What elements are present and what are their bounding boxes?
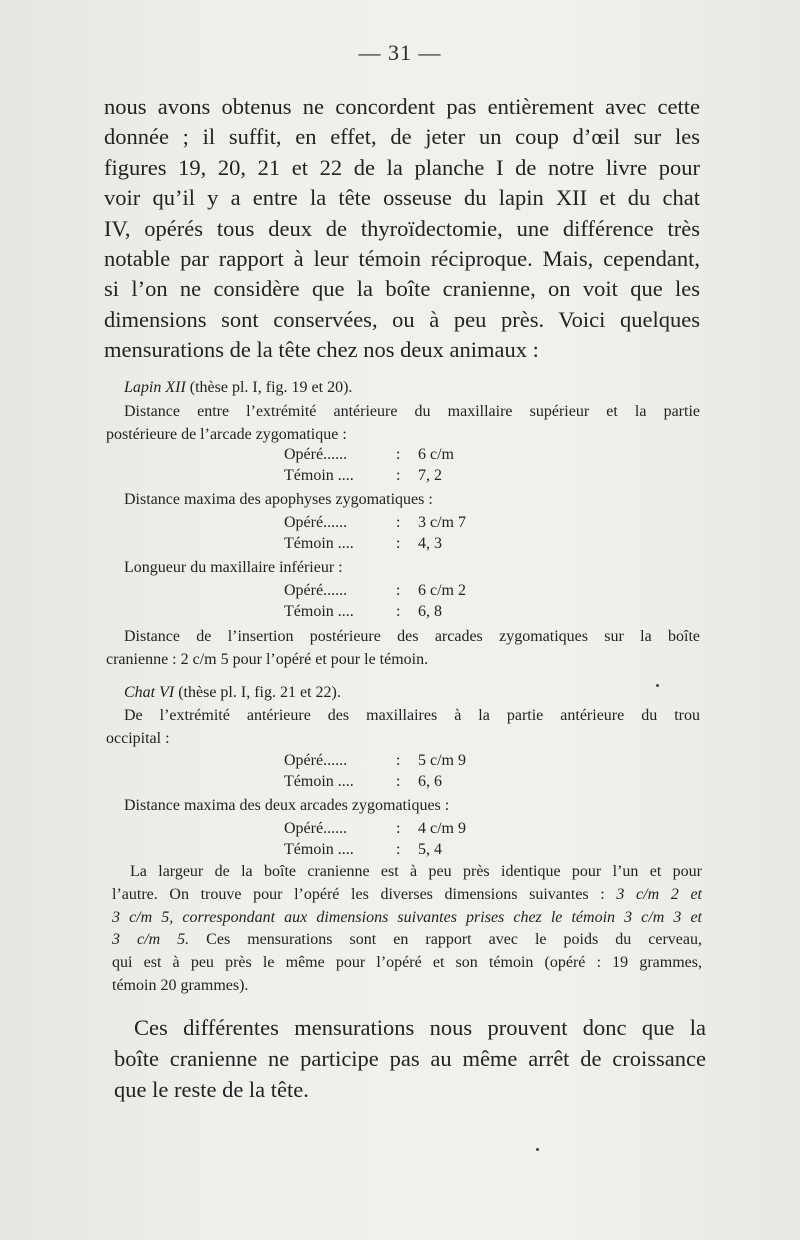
temoin-value: 7, 2 (418, 467, 442, 484)
lapin-distance-1 (106, 401, 700, 447)
text-line: mensurations de la tête chez nos deux animaux : (104, 337, 539, 363)
text-line: si l’on ne considère que la boîte cranienne, on voit que les (104, 276, 700, 302)
conclusion-paragraph: Ces différentes mensurations nous prouvent donc que la boîte cranienne ne participe pas au même arrêt de croissance que le reste de la tête. (114, 1015, 706, 1102)
text-line: donnée ; il suffit, en effet, de jeter un coup d’œil sur les (104, 124, 700, 150)
text-line: voir qu’il y a entre la tête osseuse du lapin XII et du chat (104, 185, 700, 211)
lapin-d3-measure: Opéré...... : 6 c/m 2 Témoin .... : 6, 8 (284, 582, 466, 620)
text-line: IV, opérés tous deux de thyroïdectomie, une différence très (104, 215, 700, 241)
page-number: — 31 — (358, 40, 442, 65)
text-line: dimensions sont conservées, ou à peu près. Voici quelques (104, 306, 700, 332)
text-line: Distance entre l’extrémité antérieure du maxillaire supérieur et la partie (124, 403, 700, 420)
chat-d2-measure: Opéré...... : 4 c/m 9 Témoin .... : 5, 4 (284, 820, 466, 858)
temoin-label: Témoin .... (284, 467, 354, 484)
opere-label: Opéré...... (284, 446, 348, 463)
lapin-heading (124, 377, 700, 400)
chat-ref: (thèse pl. I, fig. 21 et 22). (174, 684, 341, 701)
lapin-d2-measure: Opéré...... : 3 c/m 7 Témoin .... : 4, 3 (284, 514, 466, 552)
text-line: postérieure de l’arcade zygomatique : (106, 425, 347, 443)
lapin-distance-4: Distance de l’insertion postérieure des arcades zygomatiques sur la boîte cranienne : 2 c/m 5 pour l’opéré et pour le témoin. (106, 628, 700, 668)
scan-speck (536, 1148, 539, 1151)
text-line: notable par rapport à leur témoin réciproque. Mais, cependant, (104, 246, 700, 272)
scan-speck (656, 684, 659, 687)
lapin-d1-measure: Opéré...... : 6 c/m Témoin .... : 7, 2 (284, 446, 454, 484)
chat-distance-2: Distance maxima des deux arcades zygomatiques : (124, 797, 450, 814)
intro-paragraph (104, 92, 700, 366)
chat-distance-1: De l’extrémité antérieure des maxillaires à la partie antérieure du trou occipital : (106, 707, 700, 747)
lapin-distance-2: Distance maxima des apophyses zygomatiques : (124, 491, 433, 508)
lapin-distance-3: Longueur du maxillaire inférieur : (124, 559, 343, 576)
text-line: nous avons obtenus ne concordent pas entièrement avec cette (104, 94, 700, 119)
lapin-ref: (thèse pl. I, fig. 19 et 20). (185, 379, 353, 396)
chat-d1-measure: Opéré...... : 5 c/m 9 Témoin .... : 6, 6 (284, 752, 466, 790)
lapin-name: Lapin XII (124, 379, 186, 396)
opere-value: 6 c/m (418, 446, 454, 463)
chat-name: Chat VI (124, 684, 175, 701)
chat-paragraph: La largeur de la boîte cranienne est à peu près identique pour l’un et pour l’autre. On trouve pour l’opéré les diverses dimensions suivantes : 3 c/m 2 et 3 c/m 5, correspondant aux dimensions suivantes prises chez le témoin 3 c/m 3 et 3 c/m 5. Ces mensurations sont en rapport avec le poids du cerveau, qui est à peu près le même pour l’opéré et son témoin (opéré : 19 grammes, témoin 20 grammes). (112, 863, 702, 994)
chat-heading (124, 682, 700, 705)
text-line: figures 19, 20, 21 et 22 de la planche I de notre livre pour (104, 154, 700, 180)
